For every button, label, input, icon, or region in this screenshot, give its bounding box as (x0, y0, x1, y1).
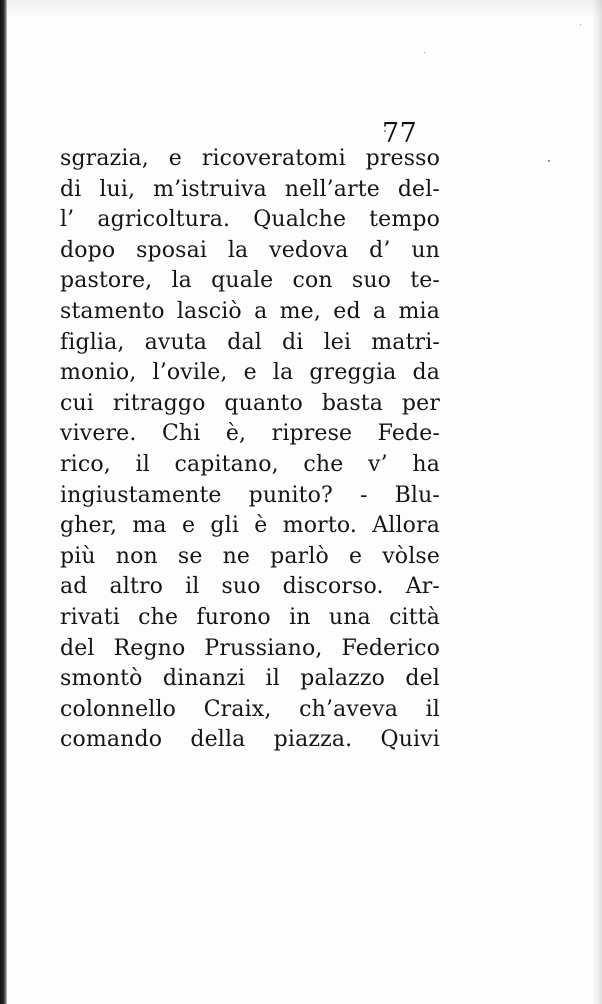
page-top-shadow (0, 0, 602, 18)
text-line: dopo sposai la vedova d’ un (60, 237, 440, 263)
text-line: sgrazia, e ricoveratomi presso (60, 146, 440, 171)
text-line: comando della piazza. Quivi (60, 727, 440, 753)
text-line: più non se ne parlò e vòlse (60, 543, 440, 569)
body-text (60, 144, 440, 756)
text-line: l’ agricoltura. Qualche tempo (60, 207, 440, 233)
text-line: vivere. Chi è, riprese Fede- (60, 421, 440, 447)
text-line: rivati che furono in una città (60, 604, 440, 630)
text-line: rico, il capitano, che v’ ha (60, 451, 440, 477)
text-line: di lui, m’istruiva nell’arte del- (60, 176, 440, 202)
page-number: 77 (382, 118, 418, 149)
text-line: gher, ma e gli è morto. Allora (60, 513, 440, 539)
ink-speck (424, 52, 425, 53)
text-line: del Regno Prussiano, Federico (60, 635, 440, 661)
text-line: monio, l’ovile, e la greggia da (60, 360, 440, 386)
ink-speck (580, 24, 581, 25)
text-line: figlia, avuta dal di lei matri- (60, 329, 440, 355)
page-right-edge (592, 0, 602, 1004)
text-line: stamento lasciò a me, ed a mia (60, 298, 440, 324)
text-line: smontò dinanzi il palazzo del (60, 666, 440, 692)
text-line: cui ritraggo quanto basta per (60, 390, 440, 416)
binding-edge (0, 0, 7, 1004)
text-line: colonnello Craix, ch’aveva il (60, 696, 440, 722)
text-line: ingiustamente punito? - Blu- (60, 482, 440, 508)
ink-speck (548, 160, 550, 162)
text-line: pastore, la quale con suo te- (60, 268, 440, 294)
text-line: ad altro il suo discorso. Ar- (60, 574, 440, 600)
